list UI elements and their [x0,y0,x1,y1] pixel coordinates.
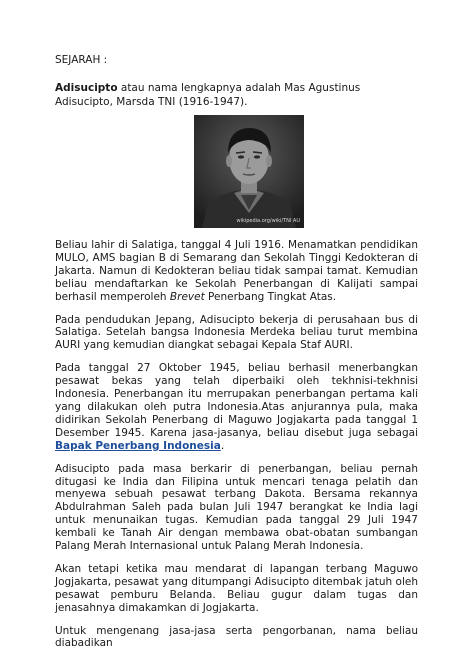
paragraph-birth [55,239,418,304]
intro-paragraph [55,81,418,109]
section-heading: SEJARAH : [55,54,108,66]
paragraph-birth-text-b: Penerbang Tingkat Atas. [204,290,337,303]
paragraph-occupation: Pada pendudukan Jepang, Adisucipto bekerja di perusahaan bus di Salatiga. Setelah bangsa Indonesia Merdeka beliau turut membina AURI yang kemudian diangkat sebagai Kepala Staf AURI. [55,313,418,352]
portrait-image [194,115,304,228]
paragraph-first-flight-text-b: . [220,439,225,452]
paragraph-career: Adisucipto pada masa berkarir di penerbangan, beliau pernah ditugasi ke India dan Filipina untuk mencari tenaga pelatih dan menyewa sebuah pesawat terbang Dakota. Bersama rekannya Abdulrahman Saleh pada bulan Juli 1947 berangkat ke India lagi untuk menunaikan tugas. Kemudian pada tanggal 29 Juli 1947 kembali ke Tanah Air dengan membawa obat-obatan sumbangan Palang Merah Internasional untuk Palang Merah Indonesia. [55,462,418,553]
paragraph-birth-text-a: Beliau lahir di Salatiga, tanggal 4 Juli 1916. Menamatkan pendidikan MULO, AMS bagian B di Semarang dan Sekolah Tinggi Kedokteran di Jakarta. Namun di Kedokteran beliau tidak sampai tamat. Kemudian beliau mendaftarkan ke Sekolah Penerbangan di Kalijati sampai berhasil memperoleh [55,239,418,303]
bapak-penerbang-link[interactable]: Bapak Penerbang Indonesia [55,439,221,452]
photo-caption: wikipedia.org/wiki/TNI AU [236,218,300,224]
paragraph-first-flight-text-a: Pada tanggal 27 Oktober 1945, beliau berhasil menerbangkan pesawat bekas yang telah diperbaiki oleh tekhnisi-tekhnisi Indonesia. Penerbangan itu merrupakan penerbangan pertama kali yang dilakukan oleh putra Indonesia.Atas anjurannya pula, maka didirikan Sekolah Penerbang di Maguwo Jogjakarta pada tanggal 1 Desember 1945. Karena jasa-jasanya, beliau disebut juga sebagai [55,362,418,439]
subject-name: Adisucipto [55,82,118,94]
portrait-photo [194,115,304,228]
paragraph-first-flight [55,362,418,452]
paragraph-death: Akan tetapi ketika mau mendarat di lapangan terbang Maguwo Jogjakarta, pesawat yang ditumpangi Adisucipto ditembak jatuh oleh pesawat pemburu Belanda. Beliau gugur dalam tugas dan jenasahnya dimakamkan di Jogjakarta. [55,562,418,614]
paragraph-birth-italic: Brevet [169,290,205,303]
intro-text: atau nama lengkapnya adalah Mas Agustinus Adisucipto, Marsda TNI (1916-1947). [55,82,361,108]
paragraph-legacy: Untuk mengenang jasa-jasa serta pengorbanan, nama beliau diabadikan [55,624,418,650]
